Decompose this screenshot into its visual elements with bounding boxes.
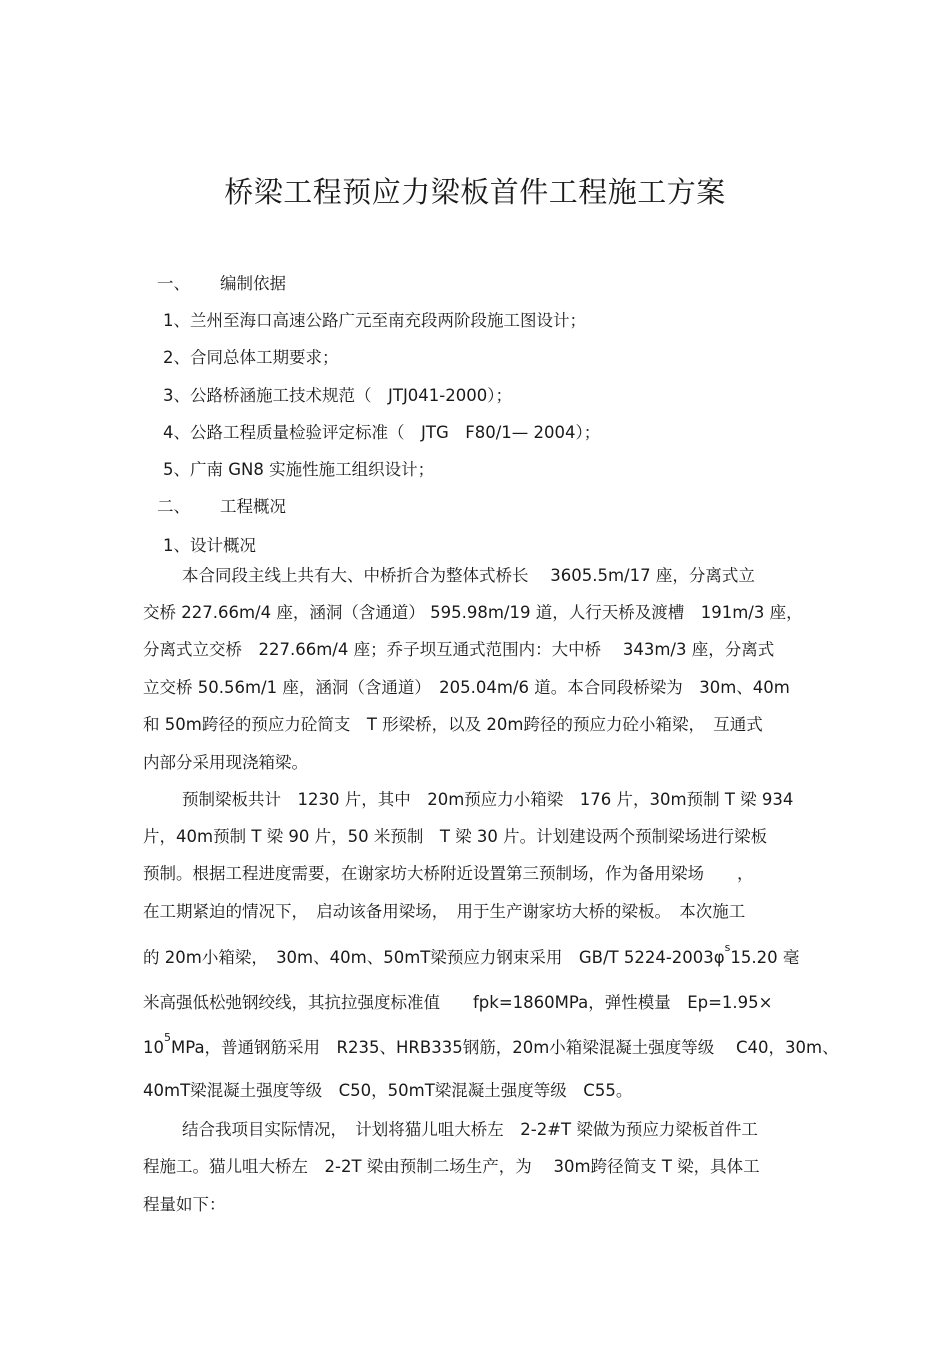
para2-line-5 (143, 941, 800, 971)
para2-line-8: 40mT梁混凝土强度等级 C50，50mT梁混凝土强度等级 C55。 (143, 1081, 633, 1100)
basis-item-2: 2、合同总体工期要求； (163, 348, 339, 367)
basis-item-4: 4、公路工程质量检验评定标准（ JTG F80/1— 2004）； (163, 423, 601, 442)
superscript-5: 5 (164, 1031, 171, 1044)
para1-line-2: 交桥 227.66m/4 座，涵洞（含通道） 595.98m/19 道，人行天桥及渡槽 191m/3 座， (143, 603, 803, 622)
section-1-heading: 编制依据 (220, 274, 286, 293)
para2-line-1: 预制梁板共计 1230 片，其中 20m预应力小箱梁 176 片，30m预制 T 梁 934 (182, 790, 794, 809)
para2-line-2: 片，40m预制 T 梁 90 片，50 米预制 T 梁 30 片。计划建设两个预制梁场进行梁板 (143, 827, 768, 846)
para1-line-3: 分离式立交桥 227.66m/4 座；乔子坝互通式范围内：大中桥 343m/3 座，分离式 (143, 640, 775, 659)
section-2-number: 二、 (157, 497, 190, 516)
para1-line-4: 立交桥 50.56m/1 座，涵洞（含通道） 205.04m/6 道。本合同段桥梁为 30m、40m (143, 678, 790, 697)
basis-item-3: 3、公路桥涵施工技术规范（ JTJ041-2000）； (163, 386, 512, 405)
para2-line-6: 米高强低松弛钢绞线，其抗拉强度标准值 fpk=1860MPa，弹性模量 Ep=1.95× (143, 993, 773, 1012)
document-title: 桥梁工程预应力梁板首件工程施工方案 (224, 175, 726, 209)
para3-line-1: 结合我项目实际情况， 计划将猫儿咀大桥左 2-2#T 梁做为预应力梁板首件工 (182, 1120, 758, 1139)
para2-line-5-tail: 15.20 毫 (730, 948, 800, 967)
para2-line-4: 在工期紧迫的情况下， 启动该备用梁场， 用于生产谢家坊大桥的梁板。 本次施工 (143, 902, 746, 921)
para2-line-5-text: 的 20m小箱梁， 30m、40m、50mT梁预应力钢束采用 GB/T 5224-2003φ (143, 948, 725, 967)
para1-line-6: 内部分采用现浇箱梁。 (143, 753, 308, 772)
para2-line-7-text: MPa，普通钢筋采用 R235、HRB335钢筋，20m小箱梁混凝土强度等级 C40，30m、 (171, 1038, 839, 1057)
section-2-heading: 工程概况 (220, 497, 286, 516)
basis-item-5: 5、广南 GN8 实施性施工组织设计； (163, 460, 435, 479)
para3-line-2: 程施工。猫儿咀大桥左 2-2T 梁由预制二场生产，为 30m跨径简支 T 梁，具体工 (143, 1157, 760, 1176)
para1-line-5: 和 50m跨径的预应力砼简支 T 形梁桥，以及 20m跨径的预应力砼小箱梁， 互通式 (143, 715, 763, 734)
para2-line-3: 预制。根据工程进度需要，在谢家坊大桥附近设置第三预制场，作为备用梁场 ， (143, 864, 754, 883)
power-base: 10 (143, 1038, 164, 1057)
para1-line-1: 本合同段主线上共有大、中桥折合为整体式桥长 3605.5m/17 座，分离式立 (182, 566, 755, 585)
superscript-s: s (724, 941, 731, 954)
para3-line-3: 程量如下： (143, 1195, 226, 1214)
basis-item-1: 1、兰州至海口高速公路广元至南充段两阶段施工图设计； (163, 311, 586, 330)
para2-line-7 (143, 1031, 839, 1061)
subsection-heading: 1、设计概况 (163, 536, 256, 555)
section-1-number: 一、 (157, 274, 190, 293)
